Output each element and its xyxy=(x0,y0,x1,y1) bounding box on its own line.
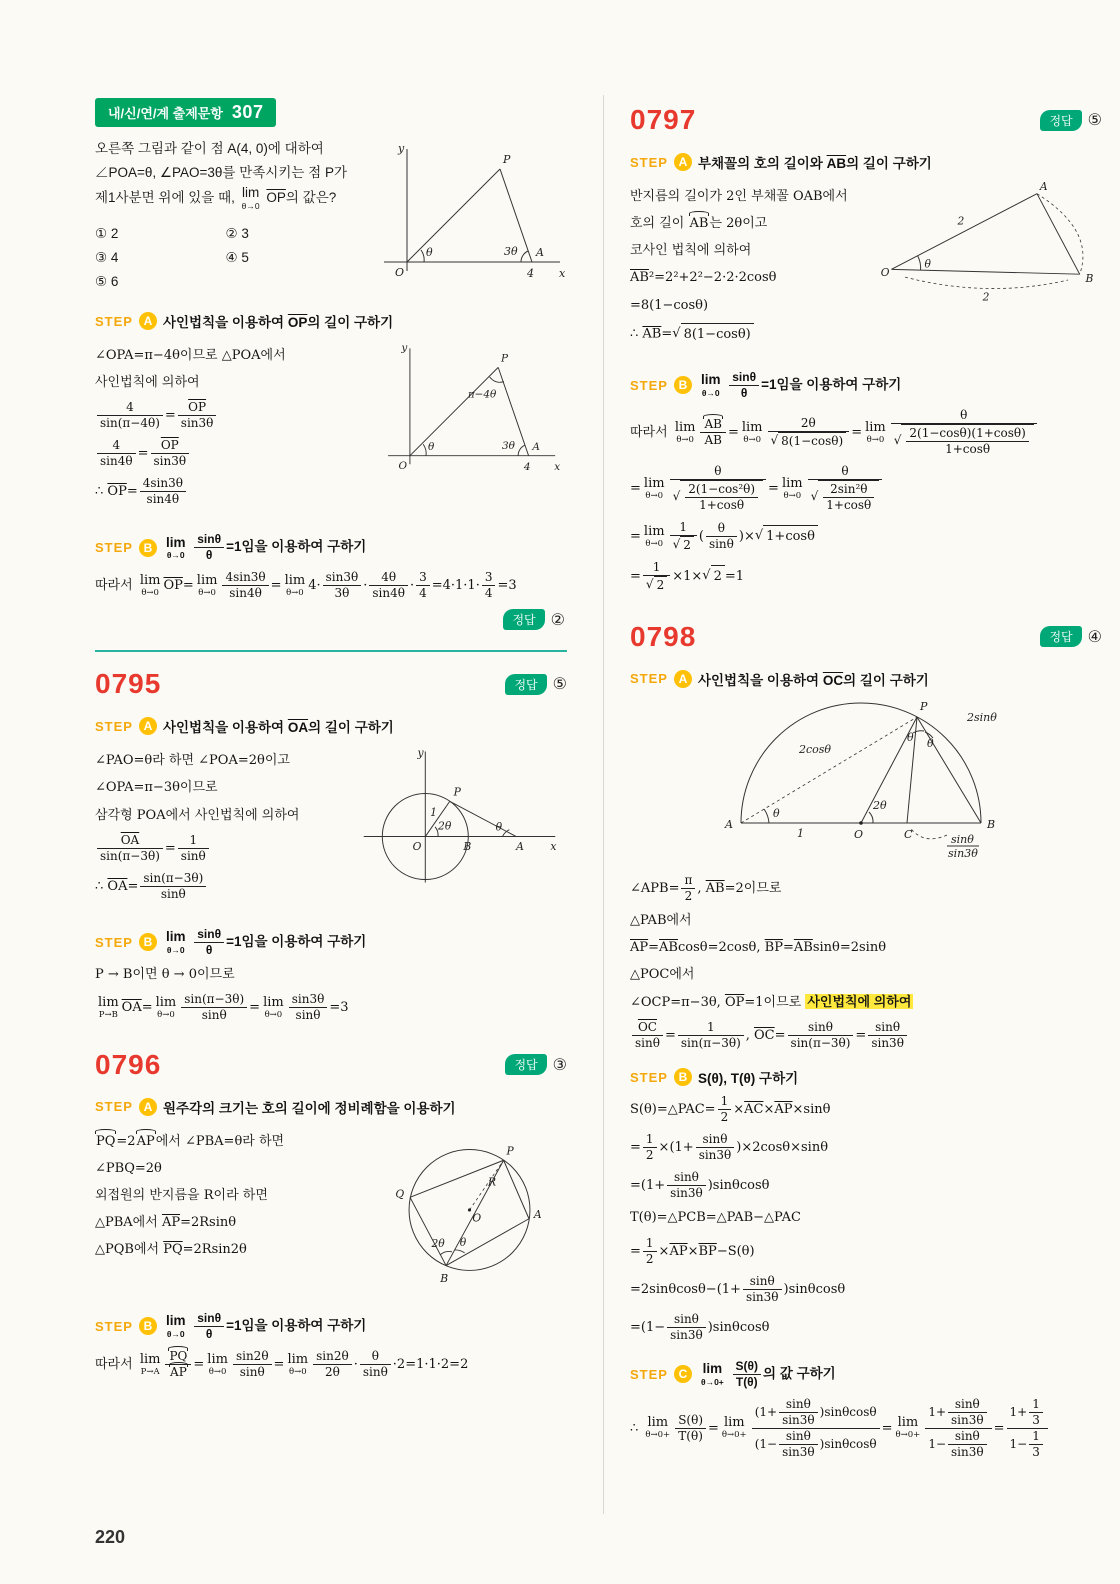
answer-badge: 정답 xyxy=(1040,110,1081,131)
diagram-label: 2 xyxy=(982,290,990,304)
problem-statement: 오른쪽 그림과 같이 점 A(4, 0)에 대하여 ∠POA=θ, ∠PAO=3θ를 만족시키는 점 P가 제1사분면 위에 있을 때, lim θ→0 $\overline{OP}$의 값은? xyxy=(95,141,347,211)
step-body xyxy=(95,1125,366,1268)
step-header xyxy=(630,1067,1102,1087)
step-title: lim θ→0 $\frac{\sin\theta}{\theta}$ =1임을 이용하여 구하기 xyxy=(165,926,367,957)
answer-badge: 정답 xyxy=(505,1054,546,1075)
diagram-label: P xyxy=(506,1144,514,1158)
formula-line: = $\frac{1}{2}$ ×(1+ $\frac{\sin\theta}{\sin 3\theta}$ )×2cosθ×sinθ xyxy=(630,1132,829,1163)
diagram-label: O xyxy=(854,827,864,841)
step-header xyxy=(95,927,567,958)
diagram-label: 2θ xyxy=(431,1236,445,1250)
formula-line: ∠OPA=π−3θ이므로 xyxy=(95,780,218,796)
diagram-label: x xyxy=(554,460,561,473)
radius-oa xyxy=(891,194,1037,270)
diagram-label: 2sinθ xyxy=(967,710,997,724)
guide-curve xyxy=(905,277,1068,288)
answer-badge: 정답 xyxy=(505,674,546,695)
step-label: STEP xyxy=(95,1099,133,1115)
diagram-circle-axes xyxy=(352,742,567,892)
formula-line: = $\frac{1}{2}$ $\times\overline{AP}\times\overline{BP}-S(\theta)$ xyxy=(630,1235,755,1266)
diagram-semicircle xyxy=(711,695,1021,861)
step-header xyxy=(95,716,567,736)
section-separator xyxy=(95,650,567,652)
formula-line: ∠OPA=π−4θ이므로 △POA에서 xyxy=(95,348,286,363)
formula-line: 호의 길이 AB는 2θ이고 xyxy=(630,214,868,234)
step-body xyxy=(630,180,868,352)
formula-line: =(1+ $\frac{\sin\theta}{\sin 3\theta}$ )sinθcosθ xyxy=(630,1170,770,1201)
diagram-label: B xyxy=(463,840,472,854)
step-title: 사인법칙을 이용하여 $\overline{OC}$의 길이 구하기 xyxy=(697,672,929,688)
step-header xyxy=(630,1359,1102,1390)
step-header xyxy=(630,152,1102,172)
formula-line: 따라서 lim P→A $\frac{PQ}{AP}$ = lim θ→0 $\frac{\sin 2\theta}{\sin\theta}$ = lim θ→0 $\frac{\sin 2\theta}{2\theta}$ · $\frac{\theta}{\sin\theta}$ ·2=1·1·2=2 xyxy=(95,1348,469,1379)
problem-307-header xyxy=(95,98,276,127)
problem-0797 xyxy=(630,104,1102,593)
diagram-label: y xyxy=(401,342,408,355)
formula-line: ∴ $\overline{OP}=$ $\frac{4\sin 3\theta}{\sin 4\theta}$ xyxy=(95,476,356,507)
step-body xyxy=(95,744,346,908)
step-body xyxy=(630,873,1102,1052)
diagram-label: R xyxy=(488,1175,497,1189)
formula-line: 삼각형 POA에서 사인법칙에 의하여 xyxy=(95,807,300,823)
diagram-label: 1 xyxy=(430,806,438,820)
step-body xyxy=(95,570,567,601)
answer-choice: ④ 5 xyxy=(225,250,249,266)
formula-line: 따라서 lim θ→0 $\overline{OP}=$ lim θ→0 $\frac{4\sin 3\theta}{\sin 4\theta}$ = lim θ→0 4· $\frac{\sin 3\theta}{3\theta}$ · $\frac{4\theta}{\sin 4\theta}$ · $\frac{3}{4}$ =4·1·1· $\frac{3}{4}$ =3 xyxy=(95,570,517,601)
pointer-curve xyxy=(911,829,947,839)
problem-0798 xyxy=(630,621,1102,1460)
step-letter-badge: B xyxy=(139,1317,157,1335)
diagram-label: θ xyxy=(924,257,931,271)
step-body xyxy=(630,1397,1102,1460)
answer-number: ③ xyxy=(552,1056,567,1074)
answer-choices xyxy=(95,222,356,294)
step-label: STEP xyxy=(630,154,668,170)
formula-line: ∠APB= $\frac{\pi}{2}$ , $\overline{AB}=2$이므로 xyxy=(630,872,782,903)
diagram-label: 2 xyxy=(957,214,965,228)
formula-line: $\frac{4}{\sin(\pi-4\theta)}$ = $\frac{\overline{OP}}{\sin 3\theta}$ xyxy=(95,400,356,431)
diagram-label: O xyxy=(398,459,408,472)
formula-line: ∴ $\overline{AB}=√$ 8(1−cosθ) xyxy=(630,323,868,345)
angle-arc xyxy=(455,1250,465,1253)
edge-op xyxy=(410,367,498,455)
problem-307 xyxy=(95,98,567,630)
step-body xyxy=(630,408,1102,593)
answer-choice: ⑤ 6 xyxy=(95,274,119,290)
problem-number: 0798 xyxy=(630,620,697,652)
edge-ap xyxy=(741,717,917,823)
formula-line: △POC에서 xyxy=(630,967,695,983)
answer-choice: ① 2 xyxy=(95,226,119,242)
step-letter-badge: B xyxy=(139,933,157,951)
step-header xyxy=(630,669,1102,689)
step-body xyxy=(95,339,356,514)
step-title: 사인법칙을 이용하여 $\overline{OP}$의 길이 구하기 xyxy=(162,315,394,330)
diagram-label: 3θ xyxy=(502,440,515,453)
problem-number: 0797 xyxy=(630,104,697,135)
step-letter-badge: A xyxy=(139,1098,157,1116)
column-divider xyxy=(603,95,604,1514)
diagram-label: θ xyxy=(427,440,435,453)
diagram-label: P xyxy=(503,153,511,166)
answer-choice: ③ 4 xyxy=(95,250,119,266)
edge-op xyxy=(407,169,500,262)
radius-op xyxy=(470,1160,504,1210)
angle-arc xyxy=(518,445,525,455)
formula-line: 따라서 lim θ→0 $\frac{AB}{AB}$ = lim θ→0 2θ √ 8(1−cosθ) = lim θ→0 θ √ $\frac{2(1-\cos\theta)(1+\cos\theta)}{1+\cos\theta}$ xyxy=(630,408,1102,457)
step-label: STEP xyxy=(95,934,133,950)
formula-line: PQ=2AP에서 ∠PBA=θ라 하면 xyxy=(95,1132,366,1152)
diagram-label: 1 xyxy=(797,826,804,840)
step-title: lim θ→0 $\frac{\sin\theta}{\theta}$ =1임을 이용하여 구하기 xyxy=(165,1310,367,1341)
diagram-triangle-axes xyxy=(362,137,567,295)
angle-arc xyxy=(423,444,426,455)
diagram-label: O xyxy=(412,840,422,854)
center-dot xyxy=(859,821,863,825)
diagram-label: 3θ xyxy=(504,245,518,258)
diagram-label: A xyxy=(532,440,540,453)
step-label: STEP xyxy=(95,1318,133,1334)
radius-ob xyxy=(891,269,1079,274)
formula-line: =(1− $\frac{\sin\theta}{\sin 3\theta}$ )sinθcosθ xyxy=(630,1311,770,1342)
diagram-label: 2cosθ xyxy=(799,742,832,756)
angle-arc xyxy=(913,731,924,733)
diagram-label: A xyxy=(725,817,733,831)
step-letter-badge: A xyxy=(674,153,692,171)
step-body xyxy=(95,965,567,1023)
formula-line: $\overline{AP}=\overline{AB}\cos\theta=2\cos\theta$, $\overline{BP}=\overline{AB}\sin\theta=2\sin\theta$ xyxy=(630,939,887,955)
diagram-label: θ xyxy=(426,246,433,259)
diagram-label: sinθ xyxy=(951,832,974,846)
angle-arc xyxy=(869,812,873,823)
problem-0795 xyxy=(95,668,567,1023)
diagram-label: O xyxy=(880,266,890,280)
step-title: lim θ→0 $\frac{\sin\theta}{\theta}$ =1임을 이용하여 구하기 xyxy=(165,532,367,563)
formula-line: ∴ $\overline{OA}=$ $\frac{\sin(\pi-3\theta)}{\sin\theta}$ xyxy=(95,871,346,902)
diagram-sector xyxy=(874,178,1102,318)
diagram-label: 2θ xyxy=(873,798,887,812)
answer-number: ② xyxy=(550,611,565,629)
diagram-label: P xyxy=(501,352,509,365)
step-label: STEP xyxy=(630,1069,668,1085)
step-letter-badge: B xyxy=(674,376,692,394)
formula-line: =8(1−cosθ) xyxy=(630,297,709,313)
diagram-label: x xyxy=(550,840,557,854)
step-title: S(θ), T(θ) 구하기 xyxy=(697,1071,799,1087)
step-header xyxy=(95,1311,567,1342)
problem-number: 0796 xyxy=(95,1048,162,1080)
angle-arc xyxy=(918,256,921,271)
diagram-label: y xyxy=(398,142,405,155)
step-label: STEP xyxy=(95,718,133,734)
diagram-label: 4 xyxy=(523,460,531,473)
diagram-label: A xyxy=(536,246,544,259)
step-letter-badge: C xyxy=(674,1365,692,1383)
diagram-label: P xyxy=(453,785,461,799)
formula-line: P → B이면 θ → 0이므로 xyxy=(95,966,235,982)
step-header xyxy=(95,311,567,331)
formula-line: = lim θ→0 θ √ $\frac{\text{2(1−cos²θ)}}{1+\cos\theta}$ = lim θ→0 θ √ $\frac{\text{2sin²θ}}{1+\cos\theta}$ xyxy=(630,464,1102,513)
chord-ab xyxy=(1037,194,1080,275)
formula-line: $\frac{\overline{OA}}{\sin(\pi-3\theta)}$ = $\frac{1}{\sin\theta}$ xyxy=(95,833,346,864)
diagram-label: B xyxy=(987,817,996,831)
diagram-label: sin3θ xyxy=(948,846,978,860)
formula-line: =2sinθcosθ−(1+ $\frac{\sin\theta}{\sin 3\theta}$ )sinθcosθ xyxy=(630,1273,846,1304)
formula-line: △PQB에서 $\overline{PQ}=2Rsin2\theta$ xyxy=(95,1242,247,1258)
angle-arc xyxy=(440,1251,452,1254)
diagram-label: A xyxy=(1039,179,1048,193)
diagram-label: 2θ xyxy=(438,819,452,833)
formula-line: 코사인 법칙에 의하여 xyxy=(630,243,752,259)
diagram-label: π−4θ xyxy=(467,388,497,401)
diagram-circumscribed-circle xyxy=(372,1123,567,1295)
diagram-label: C xyxy=(904,827,913,841)
diagram-label: A xyxy=(516,840,524,854)
step-label: STEP xyxy=(630,1366,668,1382)
step-header xyxy=(630,370,1102,401)
step-letter-badge: A xyxy=(674,670,692,688)
left-column xyxy=(95,98,567,1387)
formula-line: T(θ)=△PCB=△PAB−△PAC xyxy=(630,1210,801,1226)
page-number: 220 xyxy=(95,1527,126,1547)
diagram-label: A xyxy=(533,1207,542,1221)
angle-arc xyxy=(764,809,769,823)
right-column xyxy=(630,98,1102,1467)
header-label: 내/신/연/계 출제문항 xyxy=(108,106,223,121)
answer-number: ④ xyxy=(1087,628,1102,646)
answer-badge: 정답 xyxy=(503,609,544,630)
formula-line: ∠OCP=π−3θ, $\overline{OP}=1$이므로 사인법칙에 의하여 xyxy=(630,994,912,1011)
step-body xyxy=(630,1094,1102,1342)
formula-line: ∴ lim θ→0+ $\frac{S(\theta)}{T(\theta)}$ = lim θ→0+ (1+ $\frac{\sin\theta}{\sin 3\theta}$ )sinθcosθ (1− $\frac{\sin\theta}{\sin 3\theta}$ )sinθcosθ = lim θ→0+ 1+ $\frac{\sin\theta}{\sin 3\theta}$ 1− $\frac{\sin\theta}{\sin 3\theta}$ = 1+ $\frac{1}{3}$ 1− $\frac{1}{3}$ xyxy=(630,1397,1102,1460)
answer-line xyxy=(97,609,565,630)
diagram-label: θ xyxy=(927,736,934,750)
diagram-label: θ xyxy=(495,820,503,834)
diagram-label: O xyxy=(472,1211,482,1225)
diagram-triangle-axes-2 xyxy=(362,337,567,487)
diagram-label: y xyxy=(417,746,424,760)
step-header xyxy=(95,1097,567,1117)
formula-line: ∠PAO=θ라 하면 ∠POA=2θ이고 xyxy=(95,753,290,769)
step-letter-badge: B xyxy=(139,539,157,557)
formula-line: $\frac{\overline{OC}}{\sin\theta}$ = $\frac{1}{\sin(\pi-3\theta)}$ , $\overline{OC}=$ $\frac{\sin\theta}{\sin(\pi-3\theta)}$ = $\frac{\sin\theta}{\sin 3\theta}$ xyxy=(630,1020,1102,1051)
diagram-label: 4 xyxy=(527,267,534,280)
diagram-label: θ xyxy=(773,806,780,820)
chord-pa xyxy=(504,1160,529,1219)
step-label: STEP xyxy=(95,540,133,556)
answer-badge: 정답 xyxy=(1040,626,1081,647)
step-title: 부채꼴의 호의 길이와 $\overline{AB}$의 길이 구하기 xyxy=(697,156,932,171)
step-header xyxy=(95,532,567,563)
formula-line: S(θ)=△PAC= $\frac{1}{2}$ $\times\overline{AC}\times\overline{AP}\times\sin\theta$ xyxy=(630,1094,831,1125)
step-label: STEP xyxy=(95,313,133,329)
step-letter-badge: A xyxy=(139,312,157,330)
formula-line: $\frac{4}{\sin 4\theta}$ = $\frac{\overline{OP}}{\sin 3\theta}$ xyxy=(95,438,356,469)
step-label: STEP xyxy=(630,377,668,393)
answer-number: ⑤ xyxy=(552,676,567,694)
angle-arc xyxy=(421,250,424,262)
step-title: lim θ→0+ $\frac{S(\theta)}{T(\theta)}$ 의 값 구하기 xyxy=(700,1358,836,1389)
formula-line: lim P→B $\overline{OA}=$ lim θ→0 $\frac{\sin(\pi-3\theta)}{\sin\theta}$ = lim θ→0 $\frac{\sin 3\theta}{\sin\theta}$ =3 xyxy=(98,991,349,1022)
formula-line: 반지름의 길이가 2인 부채꼴 OAB에서 xyxy=(630,189,848,204)
diagram-label: B xyxy=(440,1271,449,1285)
angle-arc xyxy=(521,251,528,262)
diagram-label: B xyxy=(1085,271,1094,285)
formula-line: ∠PBQ=2θ xyxy=(95,1160,162,1176)
formula-line: 외접원의 반지름을 R이라 하면 xyxy=(95,1188,268,1204)
diagram-label: O xyxy=(395,266,405,279)
diagram-label: Q xyxy=(395,1187,405,1201)
formula-line: $\overline{AB}^2=2^2+2^2-2\cdot 2\cdot 2\cos\theta$ xyxy=(630,270,777,286)
formula-line: △PBA에서 $\overline{AP}=2Rsin\theta$ xyxy=(95,1215,237,1231)
step-title: 원주각의 크기는 호의 길이에 정비례함을 이용하기 xyxy=(162,1100,456,1116)
chord-bq xyxy=(410,1197,446,1265)
problem-number: 307 xyxy=(231,102,264,122)
diagram-label: θ xyxy=(907,730,914,744)
diagram-label: x xyxy=(559,267,566,280)
step-label: STEP xyxy=(630,671,668,687)
formula-line: = lim θ→0 1 √ 2 ( $\frac{\theta}{\sin\theta}$ )×√ 1+cosθ xyxy=(630,520,1102,553)
formula-line: △PAB에서 xyxy=(630,912,692,928)
center-dot xyxy=(468,1208,471,1211)
answer-number: ⑤ xyxy=(1087,112,1102,129)
formula-line: = 1 √ 2 ×1×√ 2 =1 xyxy=(630,559,745,592)
problem-0796 xyxy=(95,1049,567,1380)
step-title: 사인법칙을 이용하여 $\overline{OA}$의 길이 구하기 xyxy=(162,720,394,736)
formula-line: 사인법칙에 의하여 xyxy=(95,375,200,391)
step-title: lim θ→0 $\frac{\sin\theta}{\theta}$ =1임을 이용하여 구하기 xyxy=(700,369,902,400)
diagram-label: θ xyxy=(459,1235,467,1249)
answer-choice: ② 3 xyxy=(225,226,249,242)
step-letter-badge: B xyxy=(674,1068,692,1086)
step-letter-badge: A xyxy=(139,717,157,735)
step-body xyxy=(95,1349,567,1380)
diagram-label: P xyxy=(920,699,928,713)
problem-number: 0795 xyxy=(95,668,162,700)
